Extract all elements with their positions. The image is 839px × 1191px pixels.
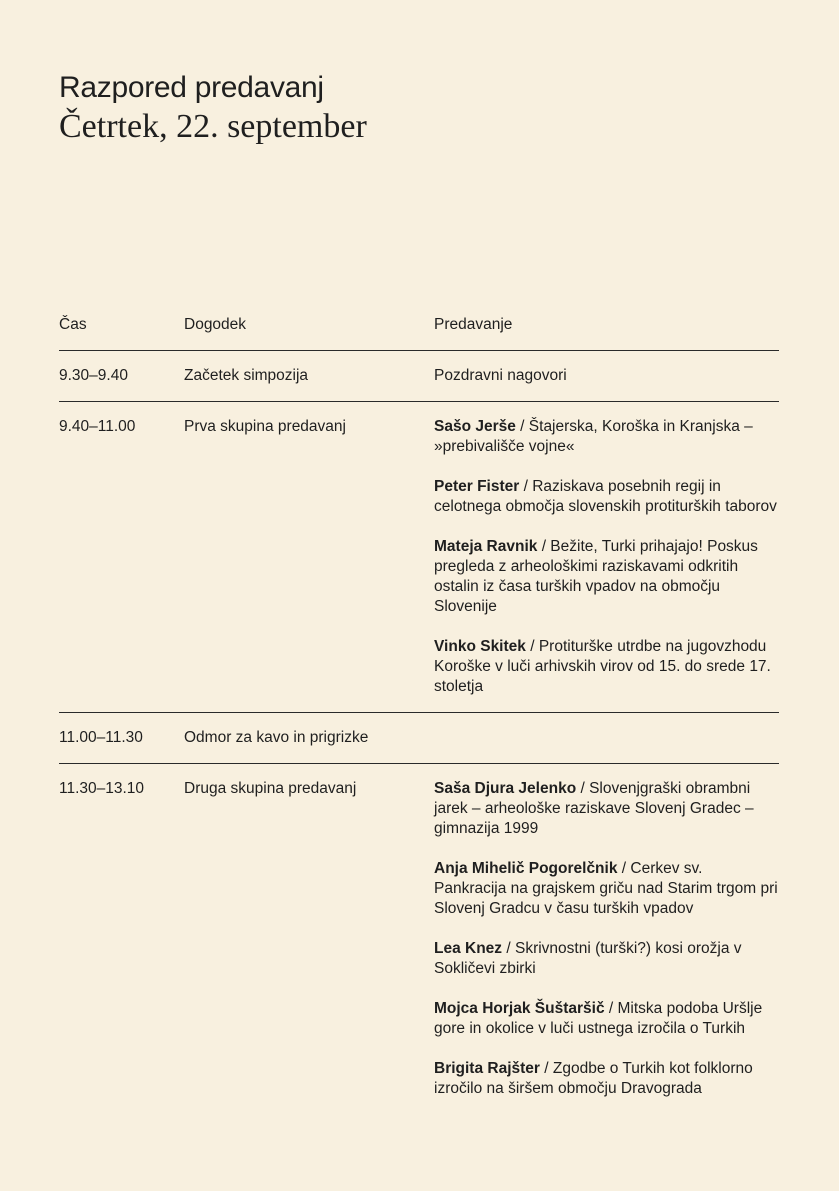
talk-topic: / Cerkev sv. Pankracija na grajskem griču nad Starim trgom pri Slovenj Gradcu v času turških vpadov: [434, 860, 778, 917]
talk-item: [434, 637, 779, 697]
row-event: Začetek simpozija: [184, 367, 309, 384]
talk-topic: / Štajerska, Koroška in Kranjska – »prebivališče vojne«: [434, 418, 753, 455]
schedule-table: [59, 305, 779, 1114]
row-talk-text: [434, 728, 779, 748]
talk-speaker: Saša Djura Jelenko: [434, 780, 577, 797]
row-event: Prva skupina predavanj: [184, 418, 346, 435]
table-header: [59, 305, 779, 351]
row-talks: [434, 417, 779, 697]
talk-speaker: Sašo Jerše: [434, 418, 516, 435]
talk-speaker: Mateja Ravnik: [434, 538, 538, 555]
row-time: 9.30–9.40: [59, 367, 128, 384]
talk-item: [434, 537, 779, 617]
talk-item: [434, 417, 779, 457]
talk-item: [434, 779, 779, 839]
talk-item: [434, 1059, 779, 1099]
row-talk-text: Pozdravni nagovori: [434, 367, 567, 384]
talk-topic: / Skrivnostni (turški?) kosi orožja v Sokličevi zbirki: [434, 940, 742, 977]
row-time: 9.40–11.00: [59, 418, 136, 435]
talk-speaker: Vinko Skitek: [434, 638, 526, 655]
talk-topic: / Raziskava posebnih regij in celotnega območja slovenskih protiturških taborov: [434, 478, 777, 515]
row-talks: [434, 779, 779, 1099]
page-subtitle: Četrtek, 22. september: [59, 108, 367, 145]
table-row: [59, 351, 779, 402]
talk-speaker: Anja Mihelič Pogorelčnik: [434, 860, 618, 877]
talk-speaker: Peter Fister: [434, 478, 520, 495]
column-header-time: Čas: [59, 316, 87, 333]
row-time: 11.00–11.30: [59, 729, 143, 746]
talk-topic: / Mitska podoba Uršlje gore in okolice v luči ustnega izročila o Turkih: [434, 1000, 763, 1037]
page-title: Razpored predavanj: [59, 71, 324, 104]
table-row: [59, 764, 779, 1114]
table-row: [59, 402, 779, 713]
talk-topic: / Bežite, Turki prihajajo! Poskus pregleda z arheološkimi raziskavami odkritih ostalin iz časa turških vpadov na območju Slovenije: [434, 538, 758, 615]
talk-speaker: Brigita Rajšter: [434, 1060, 540, 1077]
talk-topic: / Slovenjgraški obrambni jarek – arheološke raziskave Slovenj Gradec – gimnazija 1999: [434, 780, 754, 837]
table-row: [59, 713, 779, 764]
row-event: Odmor za kavo in prigrizke: [184, 729, 369, 746]
talk-speaker: Lea Knez: [434, 940, 503, 957]
row-event: Druga skupina predavanj: [184, 780, 357, 797]
talk-topic: / Protiturške utrdbe na jugovzhodu Koroške v luči arhivskih virov od 15. do srede 17. stoletja: [434, 638, 771, 695]
talk-item: [434, 859, 779, 919]
row-time: 11.30–13.10: [59, 780, 145, 797]
talk-item: [434, 477, 779, 517]
talk-speaker: Mojca Horjak Šuštaršič: [434, 1000, 605, 1017]
talk-topic: / Zgodbe o Turkih kot folklorno izročilo na širšem območju Dravograda: [434, 1060, 753, 1097]
talk-item: [434, 999, 779, 1039]
talk-item: [434, 939, 779, 979]
column-header-event: Dogodek: [184, 316, 247, 333]
column-header-talks: Predavanje: [434, 316, 513, 333]
